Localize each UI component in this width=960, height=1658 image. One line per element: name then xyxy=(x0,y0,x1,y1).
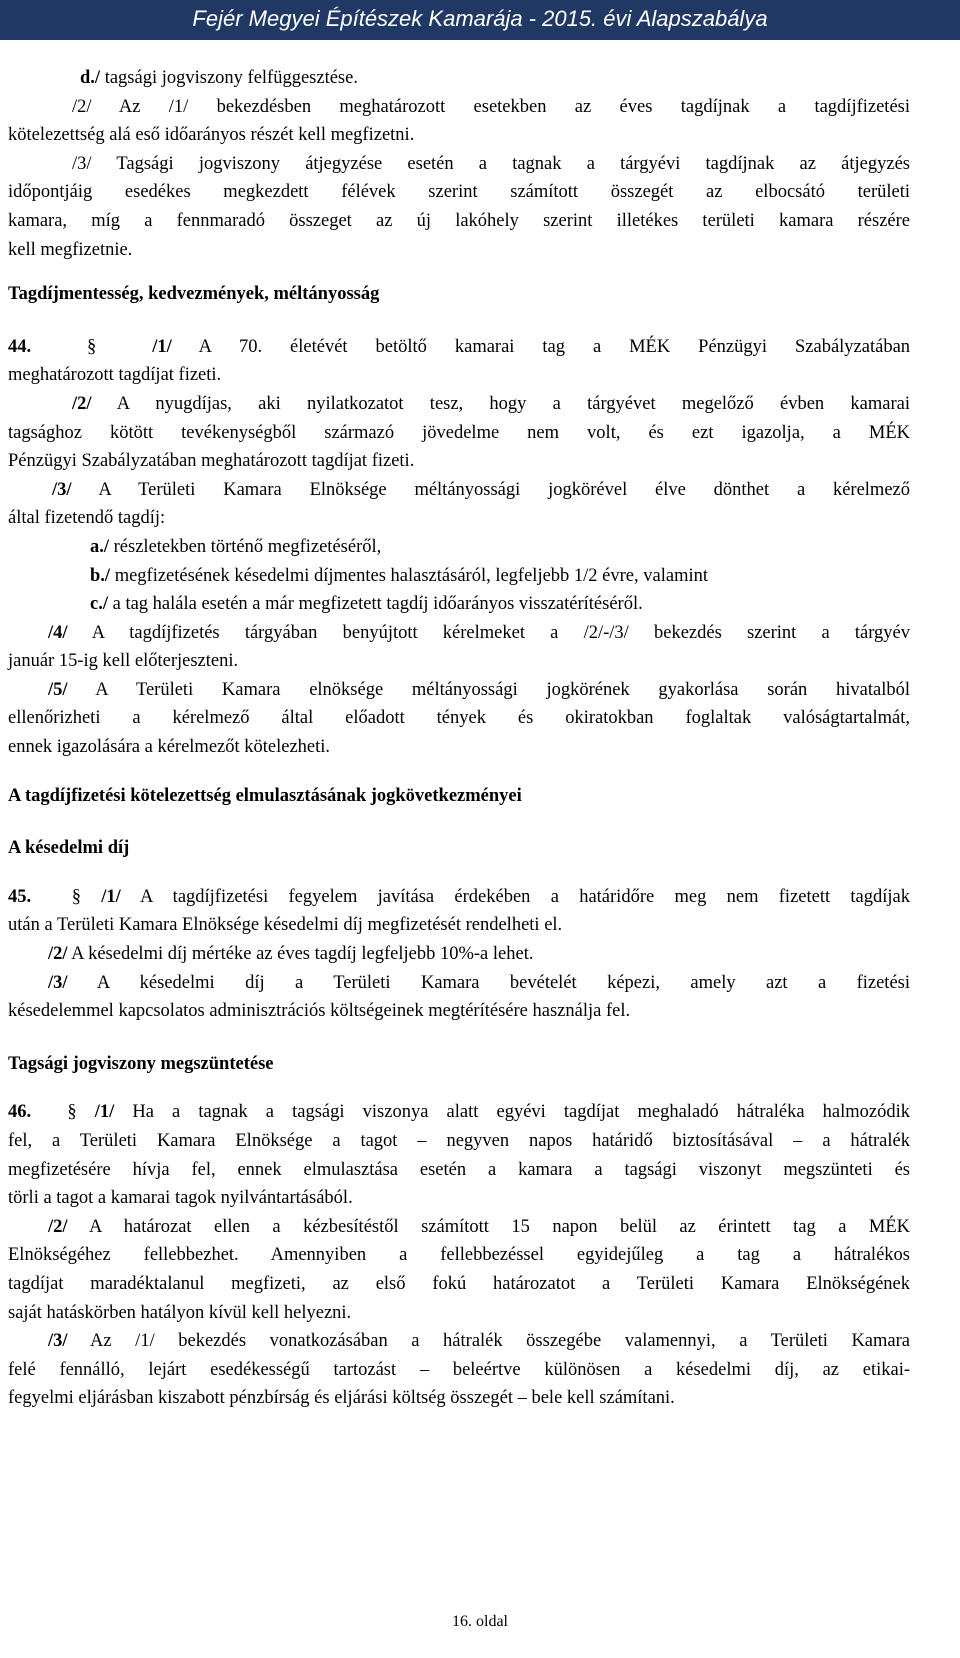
article-46-line: fegyelmi eljárásban kiszabott pénzbírság és eljárási költség összegét – bele kell számítani. xyxy=(8,1388,675,1409)
article-45-line: 45. § /1/ A tagdíjfizetési fegyelem javítása érdekében a határidőre meg nem fizetett tagdíjak xyxy=(8,886,910,907)
article-45-line: késedelemmel kapcsolatos adminisztrációs költségeinek megtérítésére használja fel. xyxy=(8,1001,631,1022)
section-heading: A késedelmi díj xyxy=(8,838,130,859)
article-44-line: ellenőrizheti a kérelmező által előadott tények és okiratokban foglaltak valóságtartalmát, xyxy=(8,708,910,729)
header-title: Fejér Megyei Építészek Kamarája - 2015. évi Alapszabálya xyxy=(192,6,768,31)
document-body xyxy=(8,64,910,1413)
article-44-line: 44. § /1/ A 70. életévét betöltő kamarai tag a MÉK Pénzügyi Szabályzatában xyxy=(8,336,911,357)
list-item: c./ a tag halála esetén a már megfizetett tagdíj időarányos visszatérítéséről. xyxy=(90,594,643,615)
paragraph-3-line: kell megfizetnie. xyxy=(8,239,133,260)
paragraph-2-line: kötelezettség alá eső időarányos részét kell megfizetni. xyxy=(8,125,415,146)
paragraph-d: d./ tagsági jogviszony felfüggesztése. xyxy=(80,68,358,88)
article-44-line: /5/ A Területi Kamara elnöksége méltányossági jogkörének gyakorlása során hivatalból xyxy=(48,679,910,700)
article-44-line: /4/ A tagdíjfizetés tárgyában benyújtott kérelmeket a /2/-/3/ bekezdés szerint a tárgyév xyxy=(48,622,910,643)
article-46-line: felé fennálló, lejárt esedékességű tartozást – beleértve különösen a késedelmi díj, az etikai- xyxy=(8,1359,910,1380)
paragraph-3-line: időpontjáig esedékes megkezdett félévek szerint számított összegét az elbocsátó területi xyxy=(8,182,910,203)
section-heading: Tagsági jogviszony megszüntetése xyxy=(8,1053,274,1074)
article-44-line: által fizetendő tagdíj: xyxy=(8,508,166,529)
paragraph-2-line: /2/ Az /1/ bekezdésben meghatározott esetekben az éves tagdíjnak a tagdíjfizetési xyxy=(72,96,910,117)
article-44-line: /3/ A Területi Kamara Elnöksége méltányossági jogkörével élve dönthet a kérelmező xyxy=(52,479,910,500)
list-item: b./ megfizetésének késedelmi díjmentes halasztásáról, legfeljebb 1/2 évre, valamint xyxy=(90,565,708,586)
document-header xyxy=(0,0,960,40)
article-46-line: saját hatáskörben hatályon kívül kell helyezni. xyxy=(8,1302,352,1323)
list-item: a./ részletekben történő megfizetéséről, xyxy=(90,536,382,557)
article-46-line: Elnökségéhez fellebbezhet. Amennyiben a fellebbezéssel egyidejűleg a tag a hátralékos xyxy=(8,1245,910,1266)
page-number: 16. oldal xyxy=(452,1613,508,1630)
article-45-line: után a Területi Kamara Elnöksége késedelmi díj megfizetését rendelheti el. xyxy=(8,915,563,936)
article-45-line: /2/ A késedelmi díj mértéke az éves tagdíj legfeljebb 10%-a lehet. xyxy=(48,944,534,965)
article-46-line: törli a tagot a kamarai tagok nyilvántartásából. xyxy=(8,1188,353,1209)
article-46-line: tagdíjat maradéktalanul megfizeti, az első fokú határozatot a Területi Kamara Elnökségének xyxy=(8,1273,910,1294)
article-46-line: /2/ A határozat ellen a kézbesítéstől számított 15 napon belül az érintett tag a MÉK xyxy=(48,1216,910,1237)
section-heading: Tagdíjmentesség, kedvezmények, méltányosság xyxy=(8,284,380,305)
article-44-line: ennek igazolására a kérelmezőt kötelezheti. xyxy=(8,737,331,758)
article-44-line: január 15-ig kell előterjeszteni. xyxy=(8,651,239,672)
article-44-line: Pénzügyi Szabályzatában meghatározott tagdíjat fizeti. xyxy=(8,451,415,472)
article-45-line: /3/ A késedelmi díj a Területi Kamara bevételét képezi, amely azt a fizetési xyxy=(48,972,910,993)
article-46-line: 46. § /1/ Ha a tagnak a tagsági viszonya alatt egyévi tagdíjat meghaladó hátraléka halmozódik xyxy=(8,1102,911,1123)
article-44-line: /2/ A nyugdíjas, aki nyilatkozatot tesz, hogy a tárgyévet megelőző évben kamarai xyxy=(72,393,910,414)
article-46-line: megfizetésére hívja fel, ennek elmulasztása esetén a kamara a tagsági viszonyt megszünteti és xyxy=(8,1159,910,1180)
paragraph-3-line: kamara, míg a fennmaradó összeget az új lakóhely szerint illetékes területi kamara részére xyxy=(8,210,910,231)
article-44-line: tagsághoz kötött tevékenységből származó jövedelme nem volt, és ezt igazolja, a MÉK xyxy=(8,422,910,443)
paragraph-3-line: /3/ Tagsági jogviszony átjegyzése esetén a tagnak a tárgyévi tagdíjnak az átjegyzés xyxy=(72,153,910,174)
article-44-line: meghatározott tagdíjat fizeti. xyxy=(8,365,222,386)
article-46-line: fel, a Területi Kamara Elnöksége a tagot – negyven napos határidő biztosításával – a hátralék xyxy=(8,1131,910,1151)
article-46-line: /3/ Az /1/ bekezdés vonatkozásában a hátralék összegébe valamennyi, a Területi Kamara xyxy=(48,1331,910,1352)
section-heading: A tagdíjfizetési kötelezettség elmulasztásának jogkövetkezményei xyxy=(8,785,522,806)
